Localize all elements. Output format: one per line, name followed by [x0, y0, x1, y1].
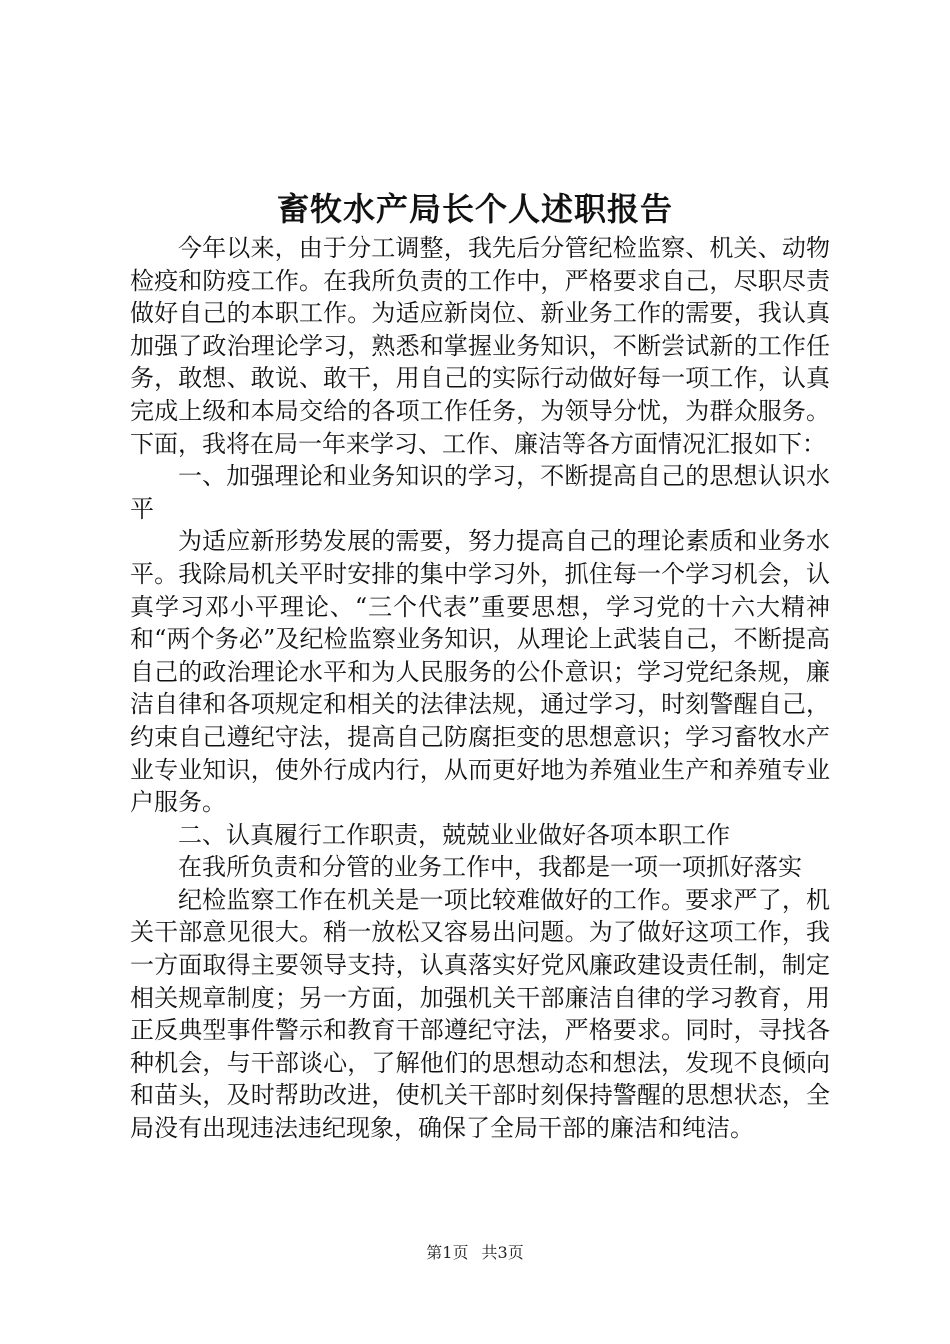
paragraph-implementation: 在我所负责和分管的业务工作中，我都是一项一项抓好落实: [178, 853, 802, 882]
document-body: [130, 232, 830, 1145]
page-number: 第1页: [426, 1243, 469, 1262]
paragraph-discipline: 纪检监察工作在机关是一项比较难做好的工作。要求严了，机关干部意见很大。稍一放松又容易出问题。为了做好这项工作，我一方面取得主要领导支持，认真落实好党风廉政建设责任制，制定相关规章制度；另一方面，加强机关干部廉洁自律的学习教育，用正反典型事件警示和教育干部遵纪守法，严格要求。同时，寻找各种机会，与干部谈心，了解他们的思想动态和想法，发现不良倾向和苗头，及时帮助改进，使机关干部时刻保持警醒的思想状态，全局没有出现违法违纪现象，确保了全局干部的廉洁和纯洁。: [130, 885, 830, 1143]
section-heading-2: 二、认真履行工作职责，兢兢业业做好各项本职工作: [178, 820, 730, 849]
paragraph-study: 为适应新形势发展的需要，努力提高自己的理论素质和业务水平。我除局机关平时安排的集中学习外，抓住每一个学习机会，认真学习邓小平理论、“三个代表”重要思想，学习党的十六大精神和“两个务必”及纪检监察业务知识，从理论上武装自己，不断提高自己的政治理论水平和为人民服务的公仆意识；学习党纪条规，廉洁自律和各项规定和相关的法律法规，通过学习，时刻警醒自己，约束自己遵纪守法，提高自己防腐拒变的思想意识；学习畜牧水产业专业知识，使外行成内行，从而更好地为养殖业生产和养殖专业户服务。: [130, 527, 830, 817]
page-footer: [0, 1241, 950, 1265]
document-title: 畜牧水产局长个人述职报告: [276, 190, 673, 228]
page-total: 共3页: [481, 1243, 524, 1262]
paragraph-intro: 今年以来，由于分工调整，我先后分管纪检监察、机关、动物检疫和防疫工作。在我所负责的工作中，严格要求自己，尽职尽责做好自己的本职工作。为适应新岗位、新业务工作的需要，我认真加强了政治理论学习，熟悉和掌握业务知识，不断尝试新的工作任务，敢想、敢说、敢干，用自己的实际行动做好每一项工作，认真完成上级和本局交给的各项工作任务，为领导分忧，为群众服务。下面，我将在局一年来学习、工作、廉洁等各方面情况汇报如下：: [130, 234, 830, 458]
section-heading-1: 一、加强理论和业务知识的学习，不断提高自己的思想认识水平: [130, 462, 830, 523]
